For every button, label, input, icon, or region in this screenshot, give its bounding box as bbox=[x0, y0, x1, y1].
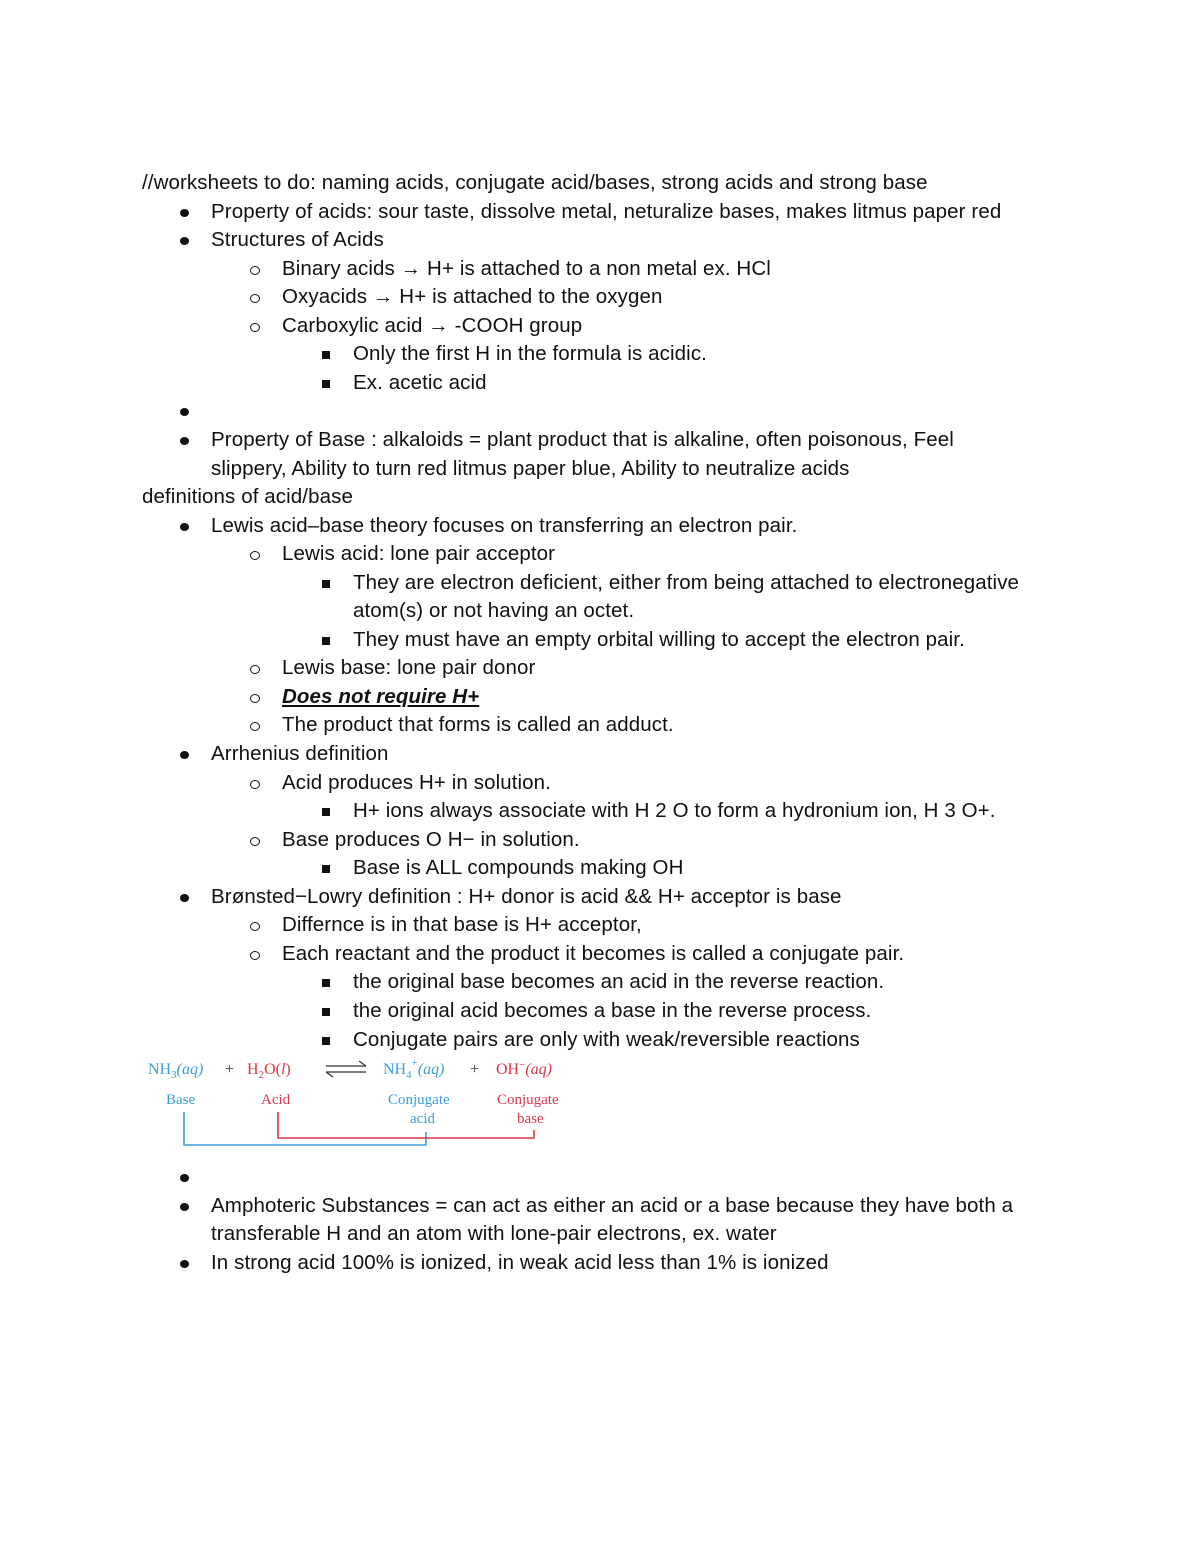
note-item-level-1: Lewis acid–base theory focuses on transferring an electron pair. bbox=[211, 513, 798, 537]
note-item-level-3: They are electron deficient, either from being attached to electronegative bbox=[353, 570, 1020, 594]
bullet-icon bbox=[245, 913, 265, 931]
label-conjugate-base-line2: base bbox=[517, 1111, 544, 1127]
note-heading: //worksheets to do: naming acids, conjugate acid/bases, strong acids and strong base bbox=[142, 171, 928, 194]
bullet-icon bbox=[245, 542, 265, 560]
acid-conjugate-base-bracket bbox=[278, 1112, 534, 1138]
note-item-level-3: Only the first H in the formula is acidic. bbox=[353, 342, 707, 366]
note-item-level-1: In strong acid 100% is ionized, in weak acid less than 1% is ionized bbox=[211, 1250, 829, 1274]
bullet-icon bbox=[174, 1194, 194, 1211]
note-item-level-1: Arrhenius definition bbox=[211, 742, 389, 765]
note-item-level-3: the original base becomes an acid in the reverse reaction. bbox=[353, 970, 885, 994]
note-item-level-2: Differnce is in that base is H+ acceptor, bbox=[282, 913, 642, 937]
bullet-icon bbox=[316, 342, 336, 359]
bullet-icon bbox=[174, 742, 194, 759]
bullet-icon bbox=[174, 228, 194, 245]
note-item-level-3: Ex. acetic acid bbox=[353, 370, 487, 394]
bullet-icon bbox=[245, 771, 265, 789]
bullet-icon bbox=[245, 942, 265, 960]
bullet-icon bbox=[174, 428, 194, 445]
eq-nh3: $NH_3(aq)$ bbox=[148, 1061, 204, 1081]
bullet-icon bbox=[174, 1251, 194, 1268]
note-item-level-2: Does not require H+ bbox=[282, 684, 480, 708]
note-item-level-1: Amphoteric Substances = can act as either an acid or a base because they have both a bbox=[211, 1193, 1014, 1217]
conjugate-pair-equation-figure bbox=[140, 1052, 580, 1152]
label-base: Base bbox=[166, 1092, 196, 1108]
bullet-icon bbox=[245, 285, 265, 303]
eq-nh4: $NH_4^+(aq)$ bbox=[383, 1057, 445, 1081]
note-item-level-3: atom(s) or not having an octet. bbox=[353, 599, 635, 623]
note-item-level-1: Property of acids: sour taste, dissolve metal, neturalize bases, makes litmus paper red bbox=[211, 199, 1002, 223]
bullet-icon bbox=[245, 685, 265, 703]
note-item-level-3: the original acid becomes a base in the reverse process. bbox=[353, 998, 872, 1022]
note-item-level-1: transferable H and an atom with lone-pair electrons, ex. water bbox=[211, 1222, 777, 1246]
bullet-icon bbox=[174, 514, 194, 531]
base-conjugate-acid-bracket bbox=[184, 1112, 426, 1145]
bullet-icon bbox=[245, 828, 265, 846]
note-heading: definitions of acid/base bbox=[142, 485, 353, 509]
bullet-icon bbox=[316, 970, 336, 987]
bullet-icon bbox=[316, 571, 336, 588]
note-item-level-3: Conjugate pairs are only with weak/reversible reactions bbox=[353, 1027, 860, 1051]
bullet-icon bbox=[174, 399, 194, 416]
note-item-level-2: Base produces O H− in solution. bbox=[282, 827, 580, 851]
bullet-icon bbox=[174, 885, 194, 902]
bullet-icon bbox=[316, 371, 336, 388]
note-item-level-3: They must have an empty orbital willing to accept the electron pair. bbox=[353, 627, 965, 651]
bullet-icon bbox=[174, 200, 194, 217]
note-item-level-2: Carboxylic acid → -COOH group bbox=[282, 313, 583, 337]
bullet-icon bbox=[245, 257, 265, 275]
eq-plus-2: + bbox=[470, 1061, 480, 1078]
bullet-icon bbox=[316, 999, 336, 1016]
note-item-level-3: H+ ions always associate with H 2 O to form a hydronium ion, H 3 O+. bbox=[353, 799, 996, 823]
bullet-icon bbox=[316, 1028, 336, 1045]
note-item-level-2: Each reactant and the product it becomes is called a conjugate pair. bbox=[282, 941, 905, 965]
note-item-level-2: The product that forms is called an adduct. bbox=[282, 713, 674, 737]
label-conjugate-acid-line1: Conjugate bbox=[388, 1092, 450, 1108]
note-item-level-1: slippery, Ability to turn red litmus paper blue, Ability to neutralize acids bbox=[211, 456, 850, 480]
bullet-icon bbox=[316, 628, 336, 645]
note-item-level-2: Binary acids → H+ is attached to a non metal ex. HCl bbox=[282, 256, 771, 280]
note-item-level-2: Lewis acid: lone pair acceptor bbox=[282, 542, 556, 566]
note-item-level-1: Brønsted−Lowry definition : H+ donor is acid && H+ acceptor is base bbox=[211, 884, 842, 908]
bullet-icon bbox=[245, 656, 265, 674]
bullet-icon bbox=[174, 1165, 194, 1182]
bullet-icon bbox=[245, 713, 265, 731]
bullet-icon bbox=[316, 799, 336, 816]
note-item-level-3: Base is ALL compounds making OH bbox=[353, 856, 684, 880]
bullet-icon bbox=[245, 314, 265, 332]
label-conjugate-base-line1: Conjugate bbox=[497, 1092, 559, 1108]
eq-plus-1: + bbox=[225, 1061, 235, 1078]
note-item-level-2: Oxyacids → H+ is attached to the oxygen bbox=[282, 285, 663, 309]
note-item-level-1: Property of Base : alkaloids = plant product that is alkaline, often poisonous, Feel bbox=[211, 427, 954, 451]
label-conjugate-acid-line2: acid bbox=[410, 1111, 435, 1127]
bullet-icon bbox=[316, 856, 336, 873]
note-item-level-2: Acid produces H+ in solution. bbox=[282, 770, 551, 794]
eq-oh: OH−(aq) bbox=[496, 1059, 552, 1078]
equilibrium-arrow-icon bbox=[326, 1061, 366, 1077]
note-item-level-1: Structures of Acids bbox=[211, 228, 384, 252]
eq-h2o: $H_2O(l)$ bbox=[247, 1061, 291, 1081]
label-acid: Acid bbox=[261, 1092, 291, 1108]
note-item-level-2: Lewis base: lone pair donor bbox=[282, 656, 536, 680]
